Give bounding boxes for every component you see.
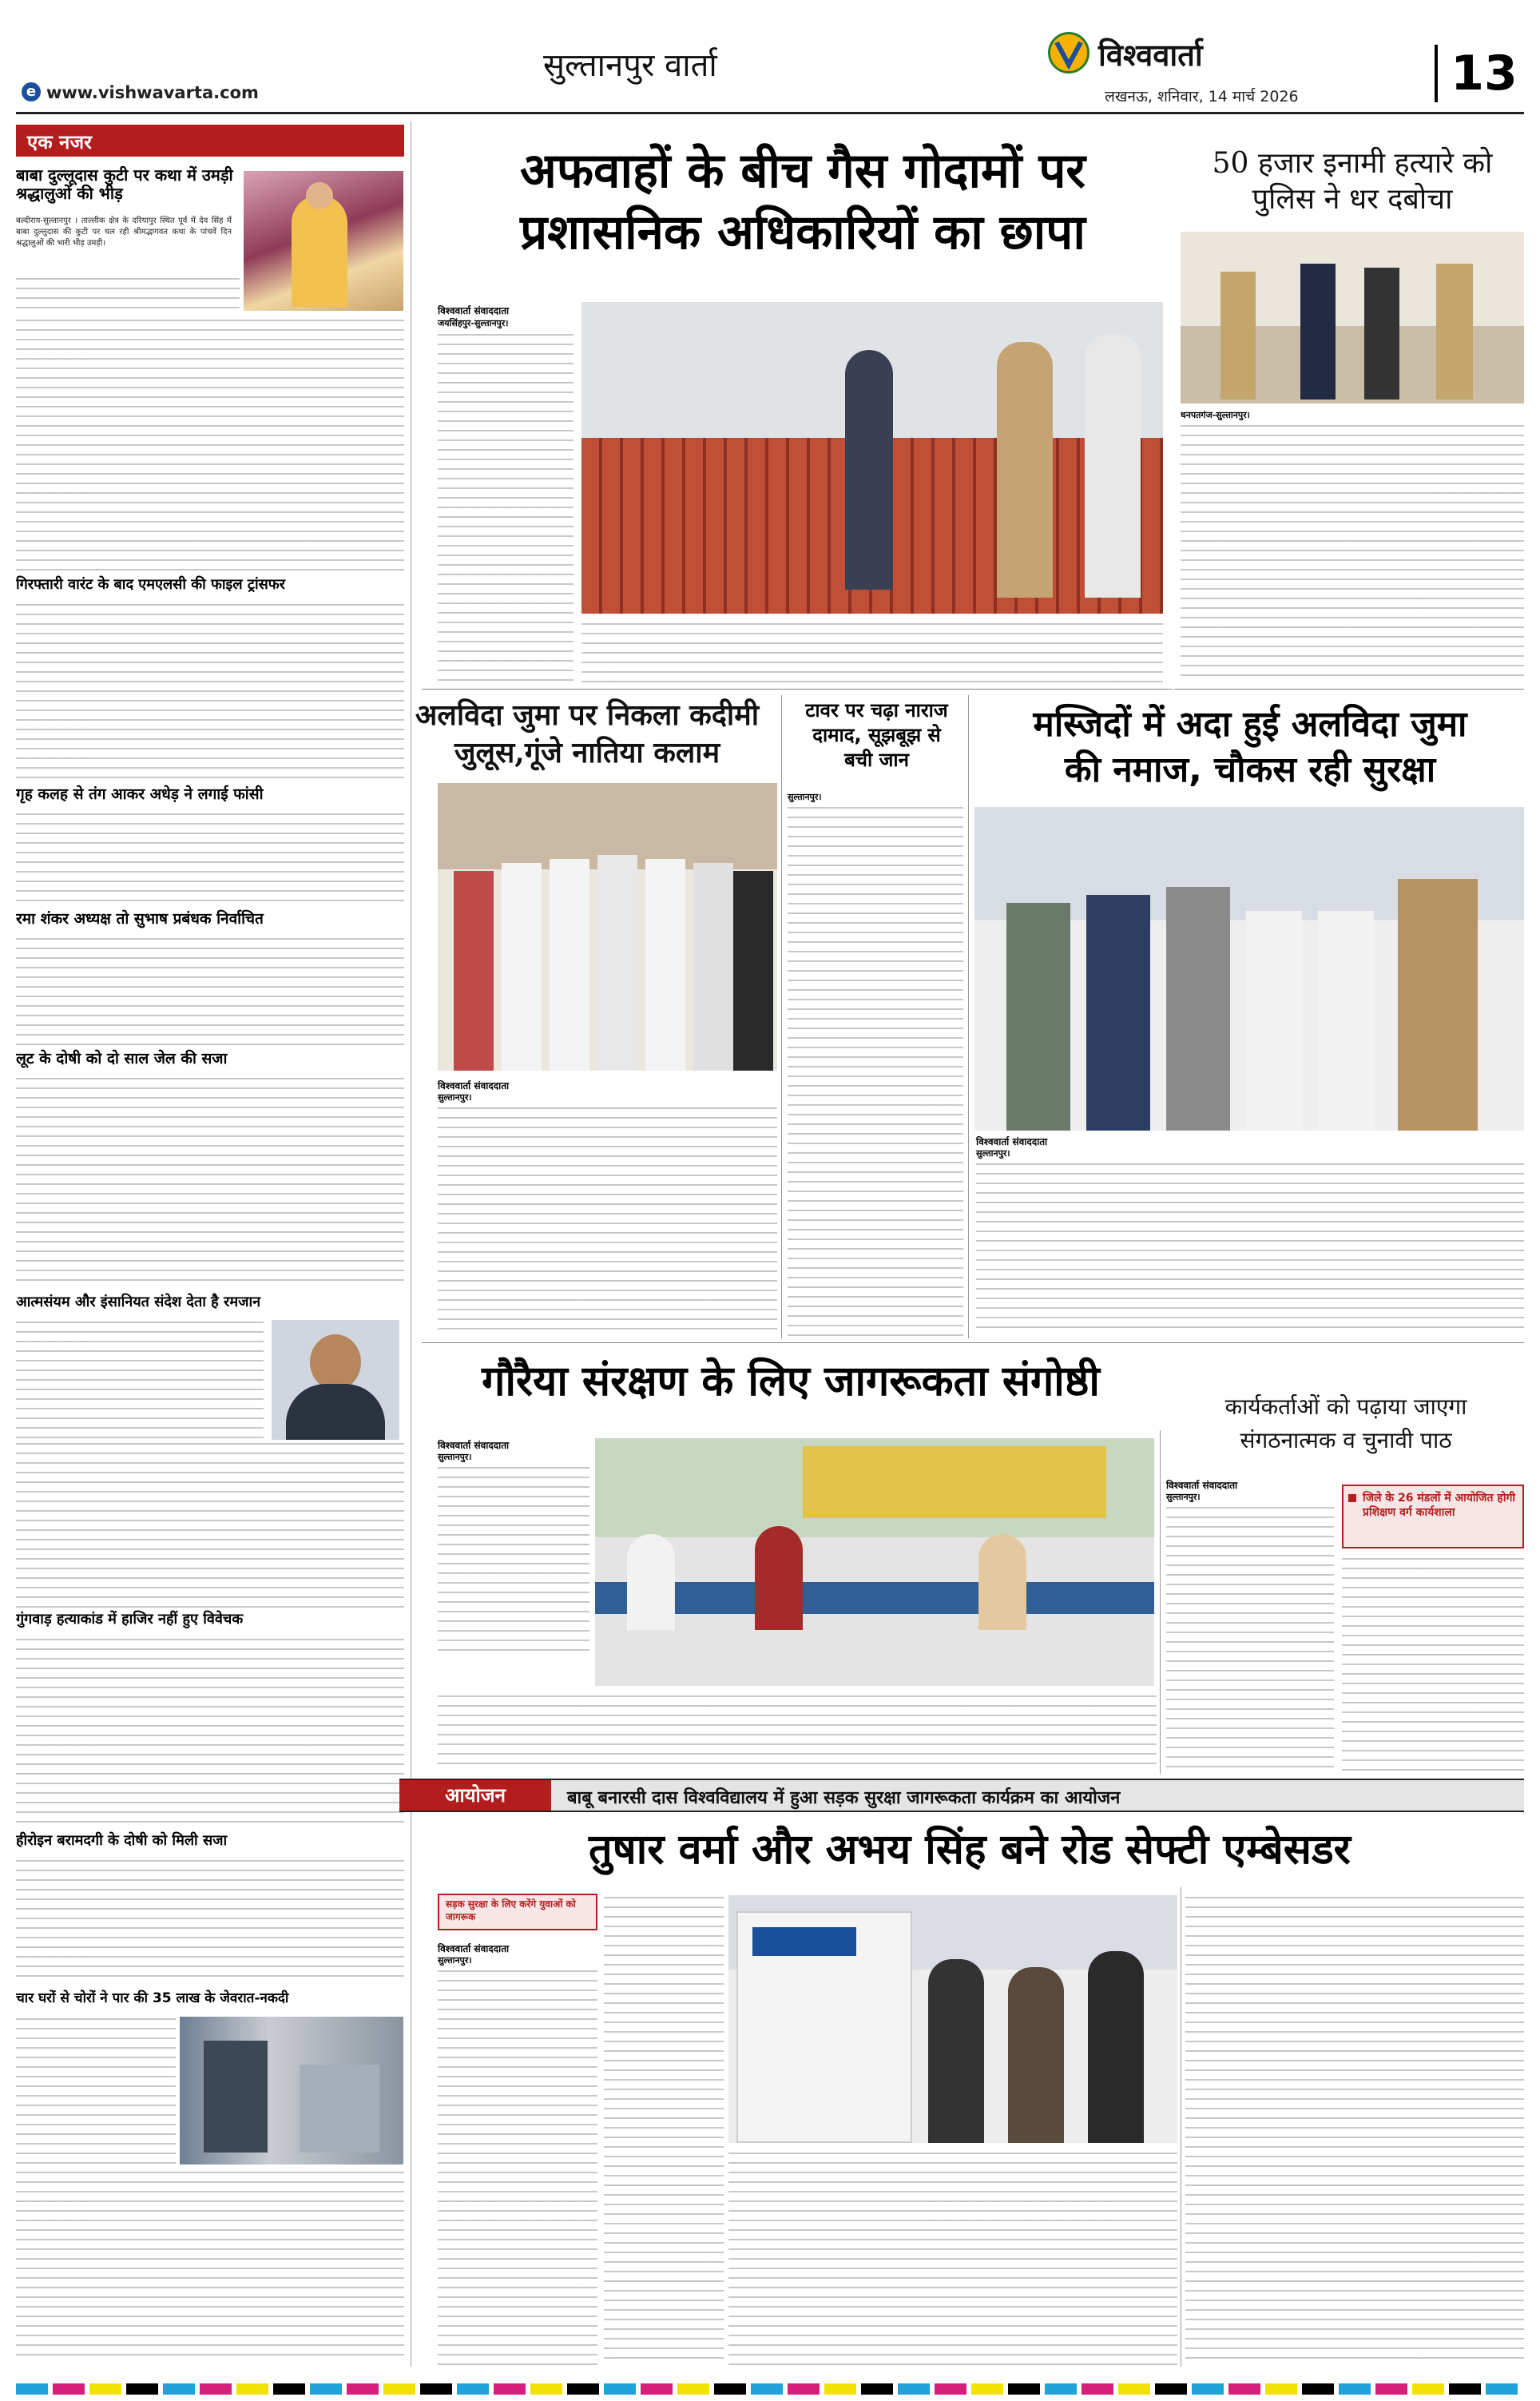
theft-photo: [180, 2017, 403, 2164]
kathavachak-photo: [244, 171, 403, 311]
sidebar-story-head: गिरफ्तारी वारंट के बाद एमएलसी की फाइल ट्रांसफर: [16, 576, 286, 593]
byline: विश्ववार्ता संवाददाता: [438, 1440, 510, 1451]
sidebar-ek-nazar: [16, 121, 404, 2367]
tower-headline-line2: दामाद, सूझबूझ से: [812, 724, 941, 747]
brand-logo-icon: [1048, 32, 1090, 74]
road-safety-photo: [728, 1895, 1177, 2143]
dateline: सुल्तानपुर।: [976, 1148, 1010, 1159]
aayojan-strip: [399, 1779, 1524, 1812]
aayojan-box-text: सड़क सुरक्षा के लिए करेंगे युवाओं को जागरूक: [446, 1898, 576, 1922]
goraiya-headline: गौरैया संरक्षण के लिए जागरूकता संगोष्ठी: [482, 1358, 1100, 1405]
sidebar-story-head: लूट के दोषी को दो साल जेल की सजा: [16, 1050, 228, 1067]
byline: विश्ववार्ता संवाददाता: [438, 1943, 510, 1954]
dateline: सुल्तानपुर।: [438, 1092, 472, 1103]
brand-name: विश्ववार्ता: [1098, 37, 1203, 73]
namaz-photo: [974, 807, 1524, 1131]
dateline: जयसिंहपुर-सुल्तानपुर।: [438, 318, 509, 328]
dateline: सुल्तानपुर।: [438, 1955, 472, 1966]
sidebar-story-head: रमा शंकर अध्यक्ष तो सुभाष प्रबंधक निर्वाचित: [16, 910, 264, 928]
lead-headline-line2: प्रशासनिक अधिकारियों का छापा: [520, 205, 1086, 260]
lead-headline: [431, 144, 1174, 260]
sidebar-story-head: हीरोइन बरामदगी के दोषी को मिली सजा: [16, 1832, 228, 1849]
masjid-headline-line1: मस्जिदों में अदा हुई अलविदा जुमा: [1033, 704, 1467, 745]
hatyara-headline: [1181, 145, 1524, 217]
portrait-photo: [272, 1320, 399, 1440]
dateline: सुल्तानपुर।: [788, 792, 822, 802]
dateline: लखनऊ, शनिवार, 14 मार्च 2026: [1105, 88, 1299, 105]
sidebar-title: एक नजर: [16, 125, 404, 157]
julus-photo: [438, 783, 777, 1071]
gas-godown-photo: [581, 302, 1163, 614]
masjid-headline: [974, 702, 1526, 793]
hatyara-headline-line1: 50 हजार इनामी हत्यारे को: [1212, 147, 1493, 180]
sidebar-story-head: गृह कलह से तंग आकर अधेड़ ने लगाई फांसी: [16, 785, 264, 803]
hatyara-headline-line2: पुलिस ने धर दबोचा: [1252, 183, 1453, 216]
masthead: [0, 0, 1540, 120]
karyakarta-headline-line1: कार्यकर्ताओं को पढ़ाया जाएगा: [1224, 1393, 1467, 1420]
sidebar-story-head: बाबा दुल्लूदास कुटी पर कथा में उमड़ी श्रद्धालुओं की भीड़: [16, 165, 233, 203]
section-title: सुल्तानपुर वार्ता: [543, 47, 717, 84]
karyakarta-headline: [1166, 1390, 1526, 1457]
color-registration-bar: [0, 2377, 1540, 2401]
dateline: धनपतगंज-सुल्तानपुर।: [1181, 410, 1250, 420]
masjid-headline-line2: की नमाज, चौकस रही सुरक्षा: [1064, 749, 1436, 791]
karyakarta-headline-line2: संगठनात्मक व चुनावी पाठ: [1240, 1427, 1452, 1453]
sidebar-story-lead: बल्दीराय-सुल्तानपुर । ताल्लीक क्षेत्र के दरियापुर स्थित पूर्व में देव सिंह में बाबा दुल्लुदास की कुटी पर चल रही श्रीमद्भागवत कथा के पांचवें दिन श्रद्धालुओं की भारी भीड़ उमड़ी।: [16, 217, 232, 248]
info-box: [1342, 1485, 1524, 1548]
tower-headline: [787, 698, 966, 773]
byline: विश्ववार्ता संवाददाता: [438, 305, 510, 316]
bullet-icon: [1348, 1494, 1356, 1502]
tower-headline-line3: बची जान: [844, 749, 909, 772]
sidebar-story-head: चार घरों से चोरों ने पार की 35 लाख के जेवरात-नकदी: [16, 1990, 289, 2006]
byline: विश्ववार्ता संवाददाता: [976, 1136, 1048, 1147]
byline: विश्ववार्ता संवाददाता: [438, 1080, 510, 1091]
aayojan-headline: तुषार वर्मा और अभय सिंह बने रोड सेफ्टी एम्बेसडर: [589, 1826, 1351, 1874]
dateline: सुल्तानपुर।: [438, 1452, 472, 1462]
sidebar-story-head: गुंगवाड़ हत्याकांड में हाजिर नहीं हुए विवेचक: [16, 1611, 244, 1628]
aayojan-box: [438, 1894, 597, 1930]
arrest-photo: [1181, 232, 1524, 403]
page-number: 13: [1435, 45, 1530, 102]
info-box-text: जिले के 26 मंडलों में आयोजित होगी प्रशिक्षण वर्ग कार्यशाला: [1363, 1492, 1515, 1520]
byline: विश्ववार्ता संवाददाता: [1166, 1480, 1238, 1491]
tower-headline-line1: टावर पर चढ़ा नाराज: [805, 699, 948, 721]
aayojan-strip-text: बाबू बनारसी दास विश्वविद्यालय में हुआ सड़क सुरक्षा जागरूकता कार्यक्रम का आयोजन: [567, 1788, 1121, 1808]
sidebar-story-head: आत्मसंयम और इंसानियत संदेश देता है रमजान: [16, 1294, 261, 1310]
lead-headline-line1: अफवाहों के बीच गैस गोदामों पर: [520, 143, 1086, 199]
julus-headline-line2: जुलूस,गूंजे नातिया कलाम: [454, 735, 720, 769]
julus-headline: [399, 697, 775, 772]
seminar-photo: [595, 1438, 1154, 1686]
julus-headline-line1: अलविदा जुमा पर निकला कदीमी: [415, 698, 760, 732]
aayojan-tag: आयोजन: [399, 1780, 551, 1811]
website-link[interactable]: www.vishwavarta.com: [46, 83, 259, 102]
web-icon: e: [22, 82, 41, 101]
dateline: सुल्तानपुर।: [1166, 1492, 1201, 1502]
